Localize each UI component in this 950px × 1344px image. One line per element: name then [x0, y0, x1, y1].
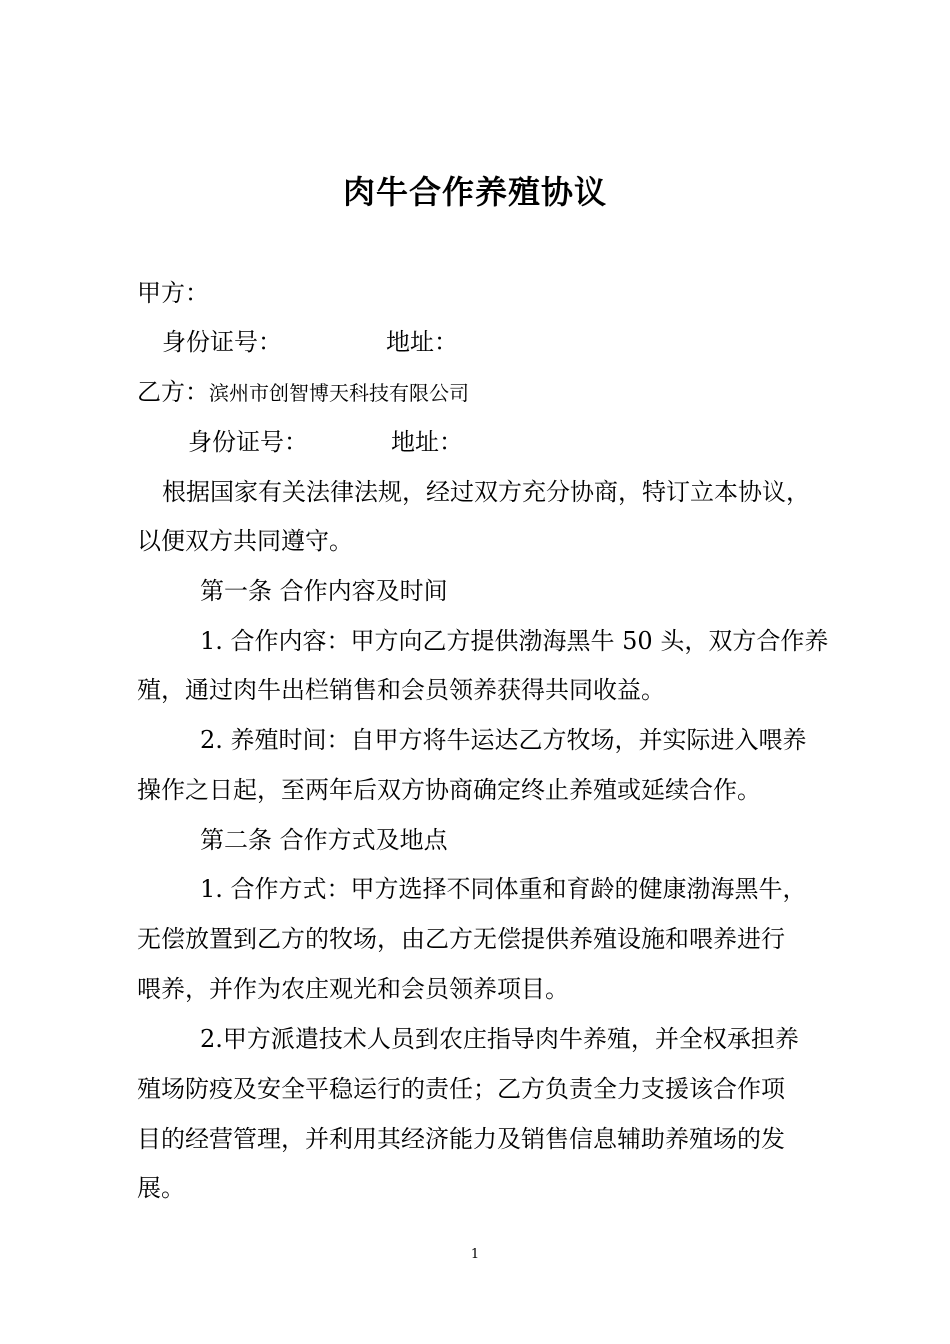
page-number: 1 — [470, 1247, 480, 1262]
article-2-item-2-line-1: 2.甲方派遣技术人员到农庄指导肉牛养殖，并全权承担养 — [200, 1025, 799, 1053]
preamble-line-2: 以便双方共同遵守。 — [137, 527, 353, 555]
article-1-item-2-line-1: 2. 养殖时间：自甲方将牛运达乙方牧场，并实际进入喂养 — [200, 726, 807, 754]
party-b-row — [137, 374, 469, 411]
preamble-line-1: 根据国家有关法律法规，经过双方充分协商，特订立本协议， — [162, 478, 810, 506]
party-b-id-label: 身份证号： — [188, 428, 308, 456]
party-b-label: 乙方： — [137, 378, 209, 406]
article-2-item-1-line-1: 1. 合作方式：甲方选择不同体重和育龄的健康渤海黑牛， — [200, 875, 807, 903]
party-a-label: 甲方： — [137, 279, 209, 307]
party-b-address-label: 地址： — [391, 428, 463, 456]
article-1-item-1-line-1: 1. 合作内容：甲方向乙方提供渤海黑牛 50 头，双方合作养 — [200, 627, 829, 655]
party-a-address-label: 地址： — [386, 328, 458, 356]
document-title: 肉牛合作养殖协议 — [342, 173, 607, 211]
party-a-id-label: 身份证号： — [162, 328, 282, 356]
article-2-item-1-line-3: 喂养，并作为农庄观光和会员领养项目。 — [137, 975, 569, 1003]
party-b-name: 滨州市创智博天科技有限公司 — [209, 381, 469, 405]
article-2-item-2-line-3: 目的经营管理，并利用其经济能力及销售信息辅助养殖场的发 — [137, 1125, 785, 1153]
article-2-heading: 第二条 合作方式及地点 — [200, 826, 448, 854]
article-1-item-1-line-2: 殖，通过肉牛出栏销售和会员领养获得共同收益。 — [137, 676, 665, 704]
article-2-item-1-line-2: 无偿放置到乙方的牧场，由乙方无偿提供养殖设施和喂养进行 — [137, 925, 785, 953]
article-1-heading: 第一条 合作内容及时间 — [200, 577, 448, 605]
article-2-item-2-line-4: 展。 — [137, 1174, 185, 1202]
article-2-item-2-line-2: 殖场防疫及安全平稳运行的责任；乙方负责全力支援该合作项 — [137, 1075, 785, 1103]
article-1-item-2-line-2: 操作之日起，至两年后双方协商确定终止养殖或延续合作。 — [137, 776, 761, 804]
